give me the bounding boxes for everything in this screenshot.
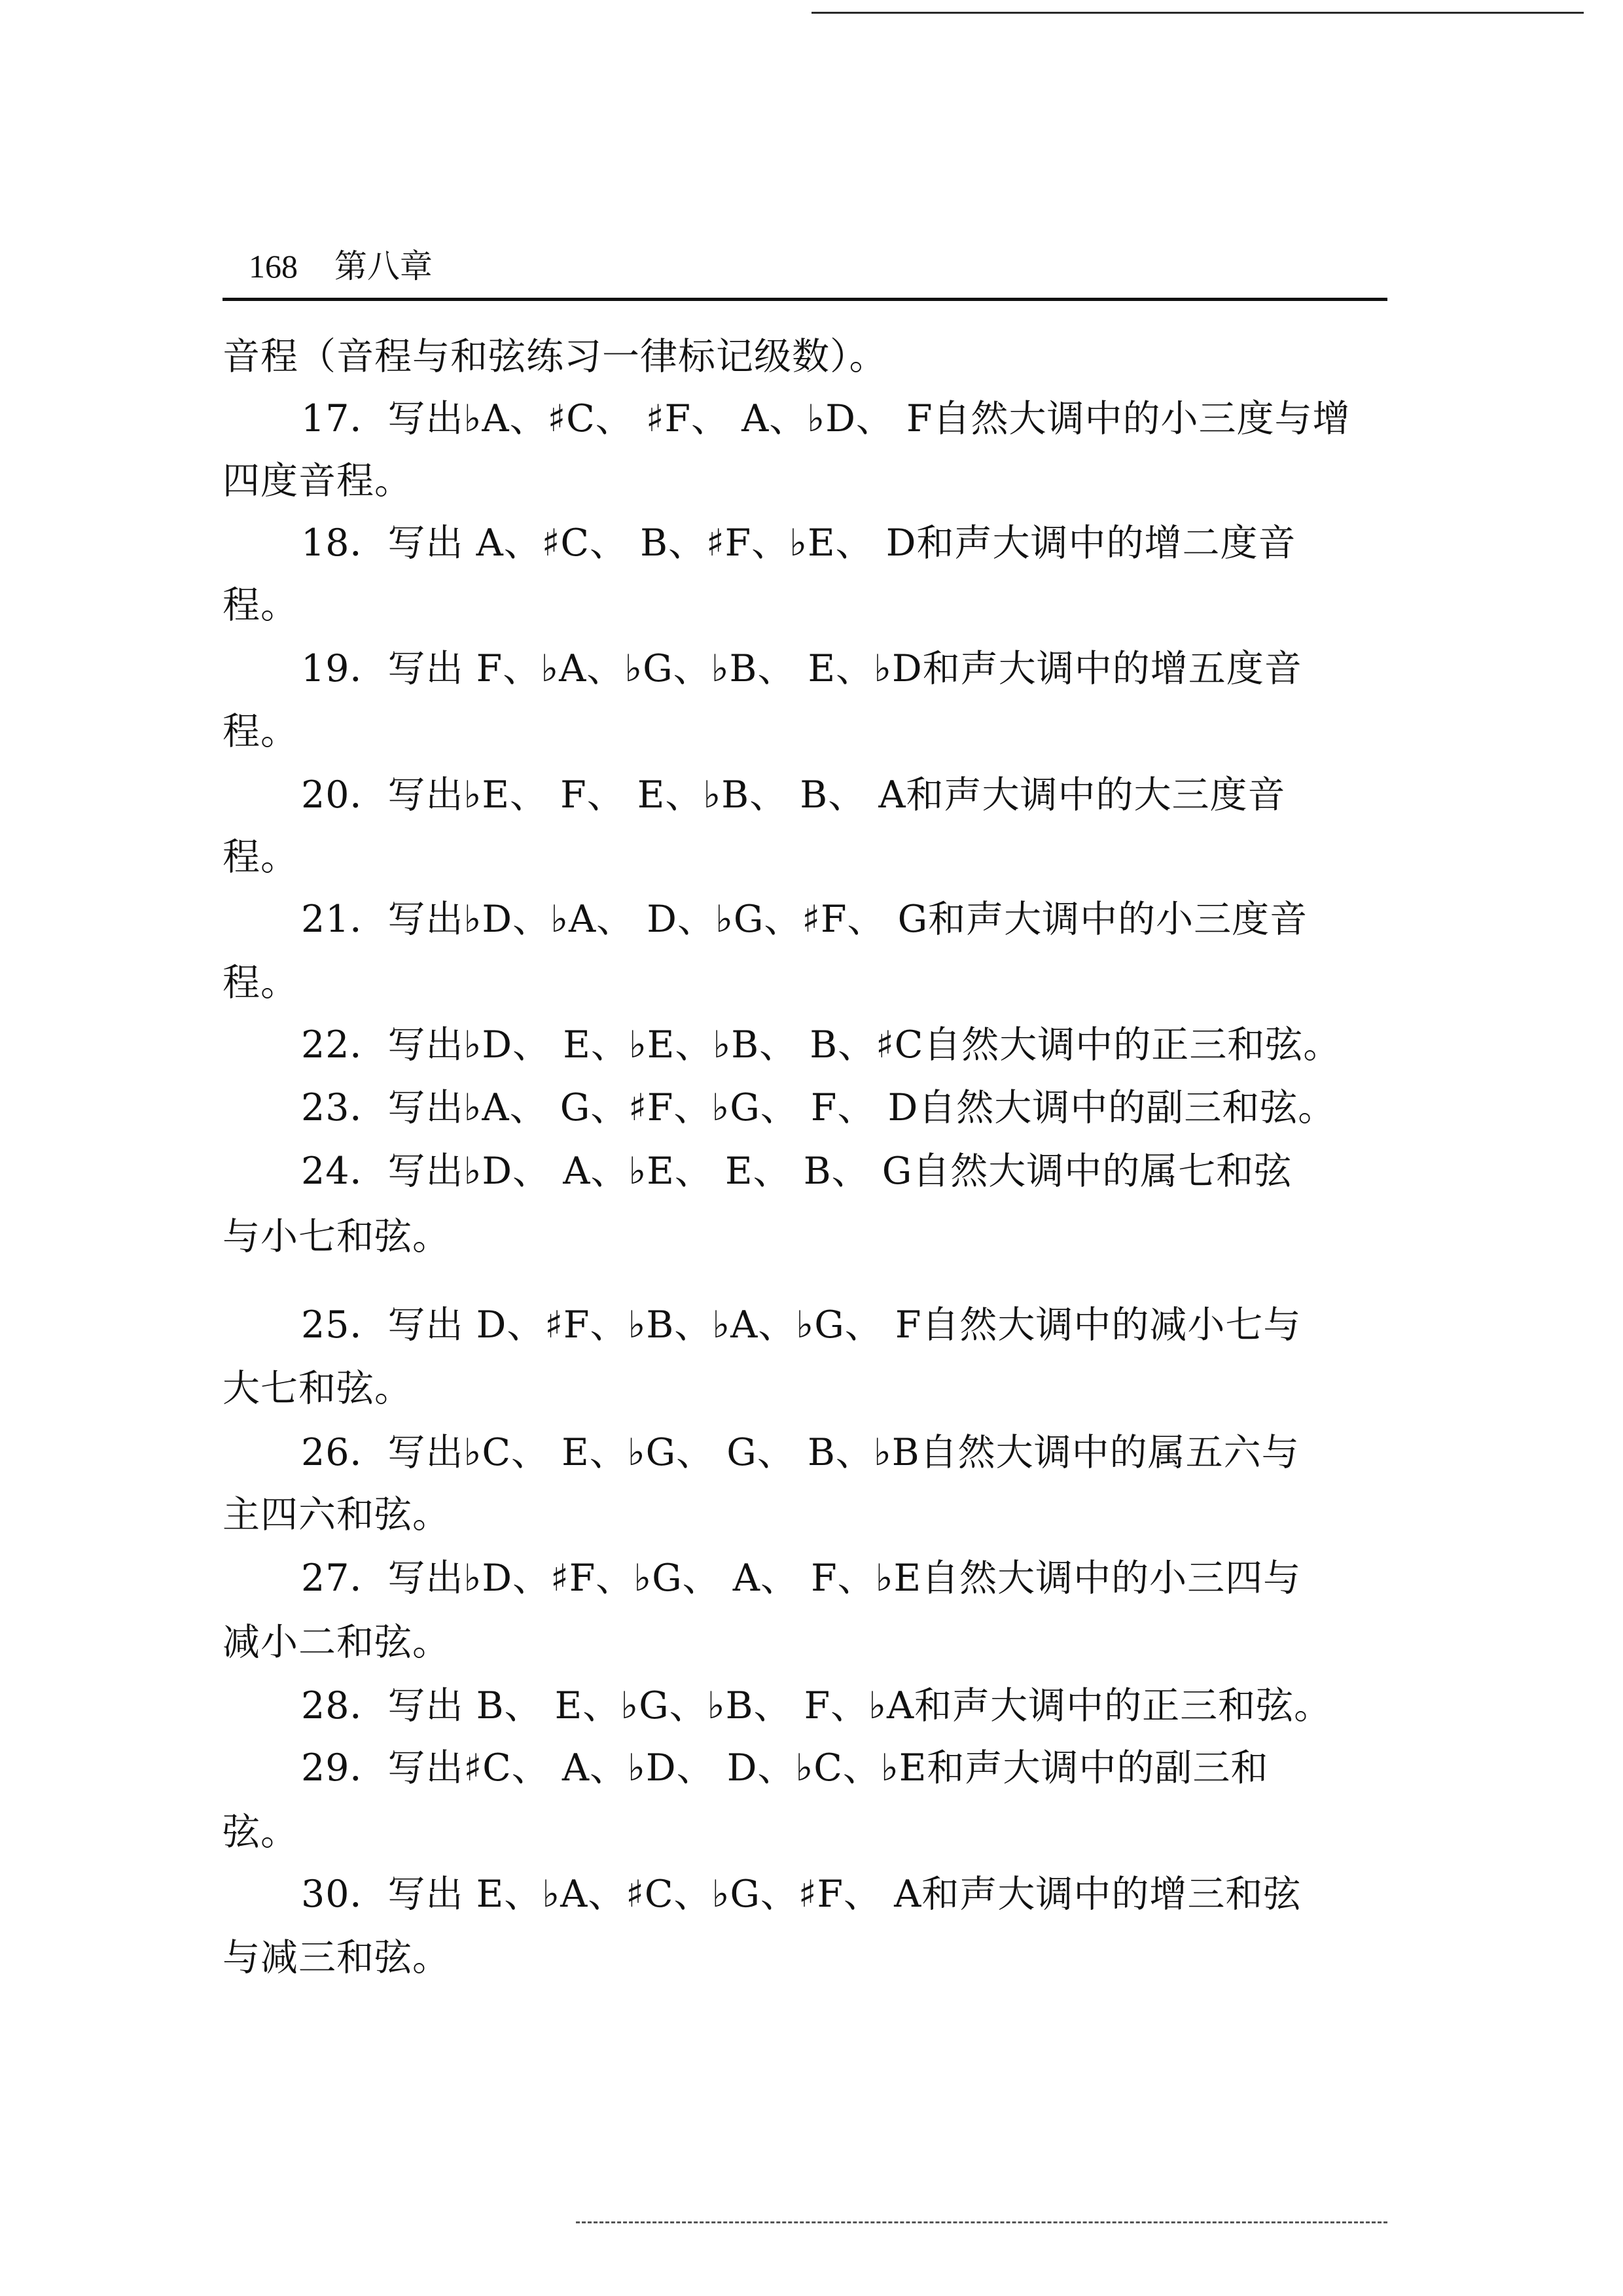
exercise-24-line-2: 与小七和弦。 — [223, 1215, 450, 1258]
exercise-27-line-1: 27．写出♭D、♯F、♭G、 A、 F、♭E自然大调中的小三四与 — [301, 1557, 1302, 1600]
exercise-29-line-2: 弦。 — [223, 1810, 298, 1854]
exercise-18-line-1: 18．写出 A、♯C、 B、♯F、♭E、 D和声大调中的增二度音 — [301, 521, 1296, 565]
top-edge-rule — [812, 12, 1584, 14]
exercise-27-line-2: 减小二和弦。 — [223, 1621, 450, 1664]
header-rule — [223, 298, 1387, 301]
chapter-title: 第八章 — [334, 247, 433, 285]
exercise-19-line-1: 19．写出 F、♭A、♭G、♭B、 E、♭D和声大调中的增五度音 — [301, 647, 1302, 690]
exercise-25-line-1: 25．写出 D、♯F、♭B、♭A、♭G、 F自然大调中的减小七与 — [301, 1303, 1302, 1347]
exercise-21-line-2: 程。 — [223, 961, 298, 1004]
exercise-29-line-1: 29．写出♯C、 A、♭D、 D、♭C、♭E和声大调中的副三和 — [301, 1746, 1269, 1790]
exercise-21-line-1: 21．写出♭D、♭A、 D、♭G、♯F、 G和声大调中的小三度音 — [301, 898, 1308, 941]
exercise-20-line-1: 20．写出♭E、 F、 E、♭B、 B、 A和声大调中的大三度音 — [301, 773, 1286, 817]
exercise-26-line-1: 26．写出♭C、 E、♭G、 G、 B、♭B自然大调中的属五六与 — [301, 1431, 1300, 1474]
exercise-26-line-2: 主四六和弦。 — [223, 1493, 450, 1536]
exercise-22-line: 22．写出♭D、 E、♭E、♭B、 B、♯C自然大调中的正三和弦。 — [301, 1023, 1342, 1067]
exercise-25-line-2: 大七和弦。 — [223, 1367, 412, 1410]
exercise-17-line-1: 17．写出♭A、♯C、 ♯F、 A、♭D、 F自然大调中的小三度与增 — [301, 397, 1351, 440]
running-header — [249, 243, 433, 289]
bottom-dashed-rule — [576, 2221, 1387, 2223]
exercise-28-line: 28．写出 B、 E、♭G、♭B、 F、♭A和声大调中的正三和弦。 — [301, 1684, 1332, 1727]
exercise-19-line-2: 程。 — [223, 710, 298, 753]
exercise-24-line-1: 24．写出♭D、 A、♭E、 E、 B、 G自然大调中的属七和弦 — [301, 1150, 1293, 1193]
exercise-20-line-2: 程。 — [223, 836, 298, 879]
exercise-23-line: 23．写出♭A、 G、♯F、♭G、 F、 D自然大调中的副三和弦。 — [301, 1086, 1336, 1129]
exercise-17-line-2: 四度音程。 — [223, 459, 412, 503]
page-number: 168 — [249, 248, 298, 285]
text-line: 音程（音程与和弦练习一律标记级数）。 — [223, 335, 887, 378]
exercise-30-line-2: 与减三和弦。 — [223, 1936, 450, 1979]
exercise-18-line-2: 程。 — [223, 584, 298, 627]
exercise-30-line-1: 30．写出 E、♭A、♯C、♭G、♯F、 A和声大调中的增三和弦 — [301, 1873, 1302, 1916]
